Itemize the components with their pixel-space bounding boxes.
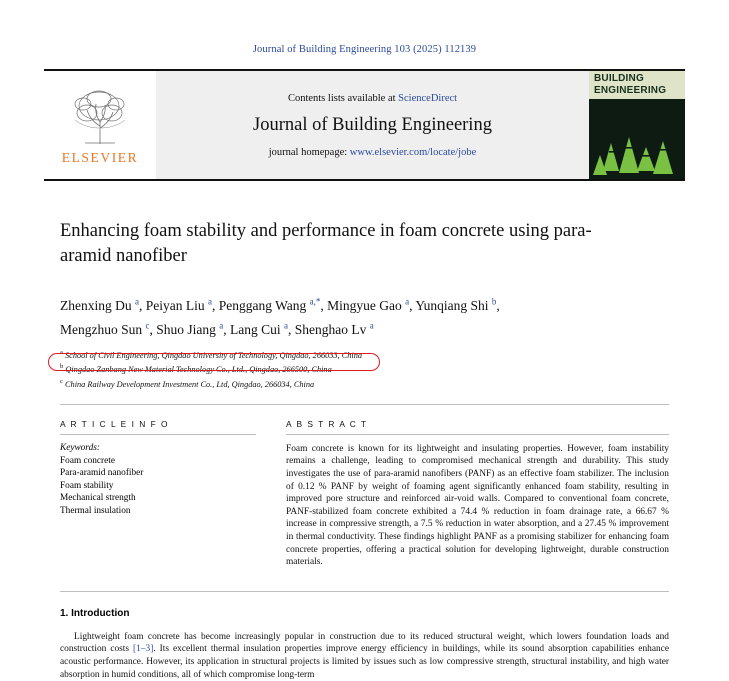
contents-prefix: Contents lists available at <box>287 92 399 104</box>
article-info-column <box>60 419 256 569</box>
running-head: Journal of Building Engineering 103 (2025) 112139 <box>252 44 477 55</box>
abstract-text: Foam concrete is known for its lightweight and insulating properties. However, foam instability remains a challenge, leading to compromised mechanical strength and durability. This study investigates the use of para-aramid nanofibers (PANF) as an effective foam stabilizer. The inclusion of 0.12 % PANF by weight of foaming agent significantly enhanced foam stability, resulting in improved pore structure and reinforced air-void walls. Compared to conventional foam concrete, PANF-stabilized foam concrete exhibited a 74.4 % reduction in foam drainage rate, a 66.67 % increase in compressive strength, a 7.5 % reduction in water absorption, and a 27.45 % improvement in thermal conductivity. These findings highlight PANF as a promising stabilizer for enhancing foam concrete properties, offering a practical solution for developing lightweight, durable construction materials. <box>286 443 669 568</box>
paragraph-pre: Lightweight foam concrete has become increasingly popular in construction due to its reduced structural weight, which lowers foundation loads and construction costs <box>60 631 669 655</box>
keyword-item: Foam stability <box>60 480 114 491</box>
author-line-2: Mengzhuo Sun $^c$, Shuo Jiang $^a$, Lang Cui $^a$, Shenghao Lv $^a$ <box>60 320 374 337</box>
keywords-label: Keywords: <box>60 442 100 453</box>
cover-title: BUILDING ENGINEERING <box>594 73 667 96</box>
author-list <box>60 291 660 340</box>
article-info-heading: A R T I C L E I N F O <box>60 418 170 429</box>
keyword-item: Foam concrete <box>60 455 115 466</box>
keyword-item: Para-aramid nanofiber <box>60 468 144 479</box>
journal-homepage-link[interactable]: www.elsevier.com/locate/jobe <box>349 146 477 158</box>
keyword-item: Thermal insulation <box>60 505 131 516</box>
abstract-heading: A B S T R A C T <box>286 418 368 429</box>
elsevier-wordmark: ELSEVIER <box>61 150 139 165</box>
article-info-rule <box>60 434 256 435</box>
paragraph-post: . Its excellent thermal insulation properties improve energy efficiency in buildings, while its sound absorption capabilities enhance acoustic performance. However, its application in structural projects is limited by issues such as low compressive strength, structural instability, and high water absorption in humid conditions, all of which compromise long-term <box>60 644 669 680</box>
masthead-center <box>156 71 589 179</box>
contents-line <box>288 93 457 104</box>
publisher-logo <box>44 71 156 179</box>
author-line-1: Zhenxing Du $^a$, Peiyan Liu $^a$, Penggang Wang $^{a,*}$, Mingyue Gao $^a$, Yunqiang Shi $^b$, <box>60 296 500 313</box>
affiliation-b-text: Qingdao Zanbang New Material Technology Co., Ltd., Qingdao, 266500, China <box>65 365 332 375</box>
divider-above-abstract <box>60 404 669 405</box>
section-heading-introduction: 1. Introduction <box>60 607 130 619</box>
affiliation-b: $^b$ Qingdao Zanbang New Material Technology Co., Ltd., Qingdao, 266500, China <box>60 363 332 375</box>
elsevier-tree-icon <box>63 86 137 148</box>
journal-masthead <box>44 69 685 181</box>
homepage-line <box>269 147 477 158</box>
article-content <box>44 219 685 681</box>
journal-title: Journal of Building Engineering <box>253 114 492 135</box>
affiliation-a: $^a$ School of Civil Engineering, Qingdao University of Technology, Qingdao, 266033, China <box>60 349 362 360</box>
abstract-column <box>286 419 669 569</box>
body-paragraph <box>60 631 669 681</box>
affiliation-a-text: School of Civil Engineering, Qingdao University of Technology, Qingdao, 266033, China <box>65 350 362 360</box>
sciencedirect-link[interactable]: ScienceDirect <box>398 92 458 104</box>
cover-artwork <box>589 99 685 179</box>
abstract-rule <box>286 434 669 435</box>
page-title: Enhancing foam stability and performance in foam concrete using para-aramid nanofiber <box>60 221 592 266</box>
affiliation-c-text: China Railway Development Investment Co., Ltd, Qingdao, 266034, China <box>65 379 315 389</box>
divider-above-body <box>60 591 669 592</box>
info-abstract-columns <box>60 419 669 569</box>
homepage-prefix: journal homepage: <box>268 146 350 158</box>
keyword-item: Mechanical strength <box>60 493 136 504</box>
affiliation-c: $^c$ China Railway Development Investment Co., Ltd, Qingdao, 266034, China <box>60 377 315 389</box>
affiliation-list <box>60 347 685 390</box>
citation-link[interactable]: [1–3] <box>133 644 154 655</box>
journal-cover-image <box>589 71 685 179</box>
